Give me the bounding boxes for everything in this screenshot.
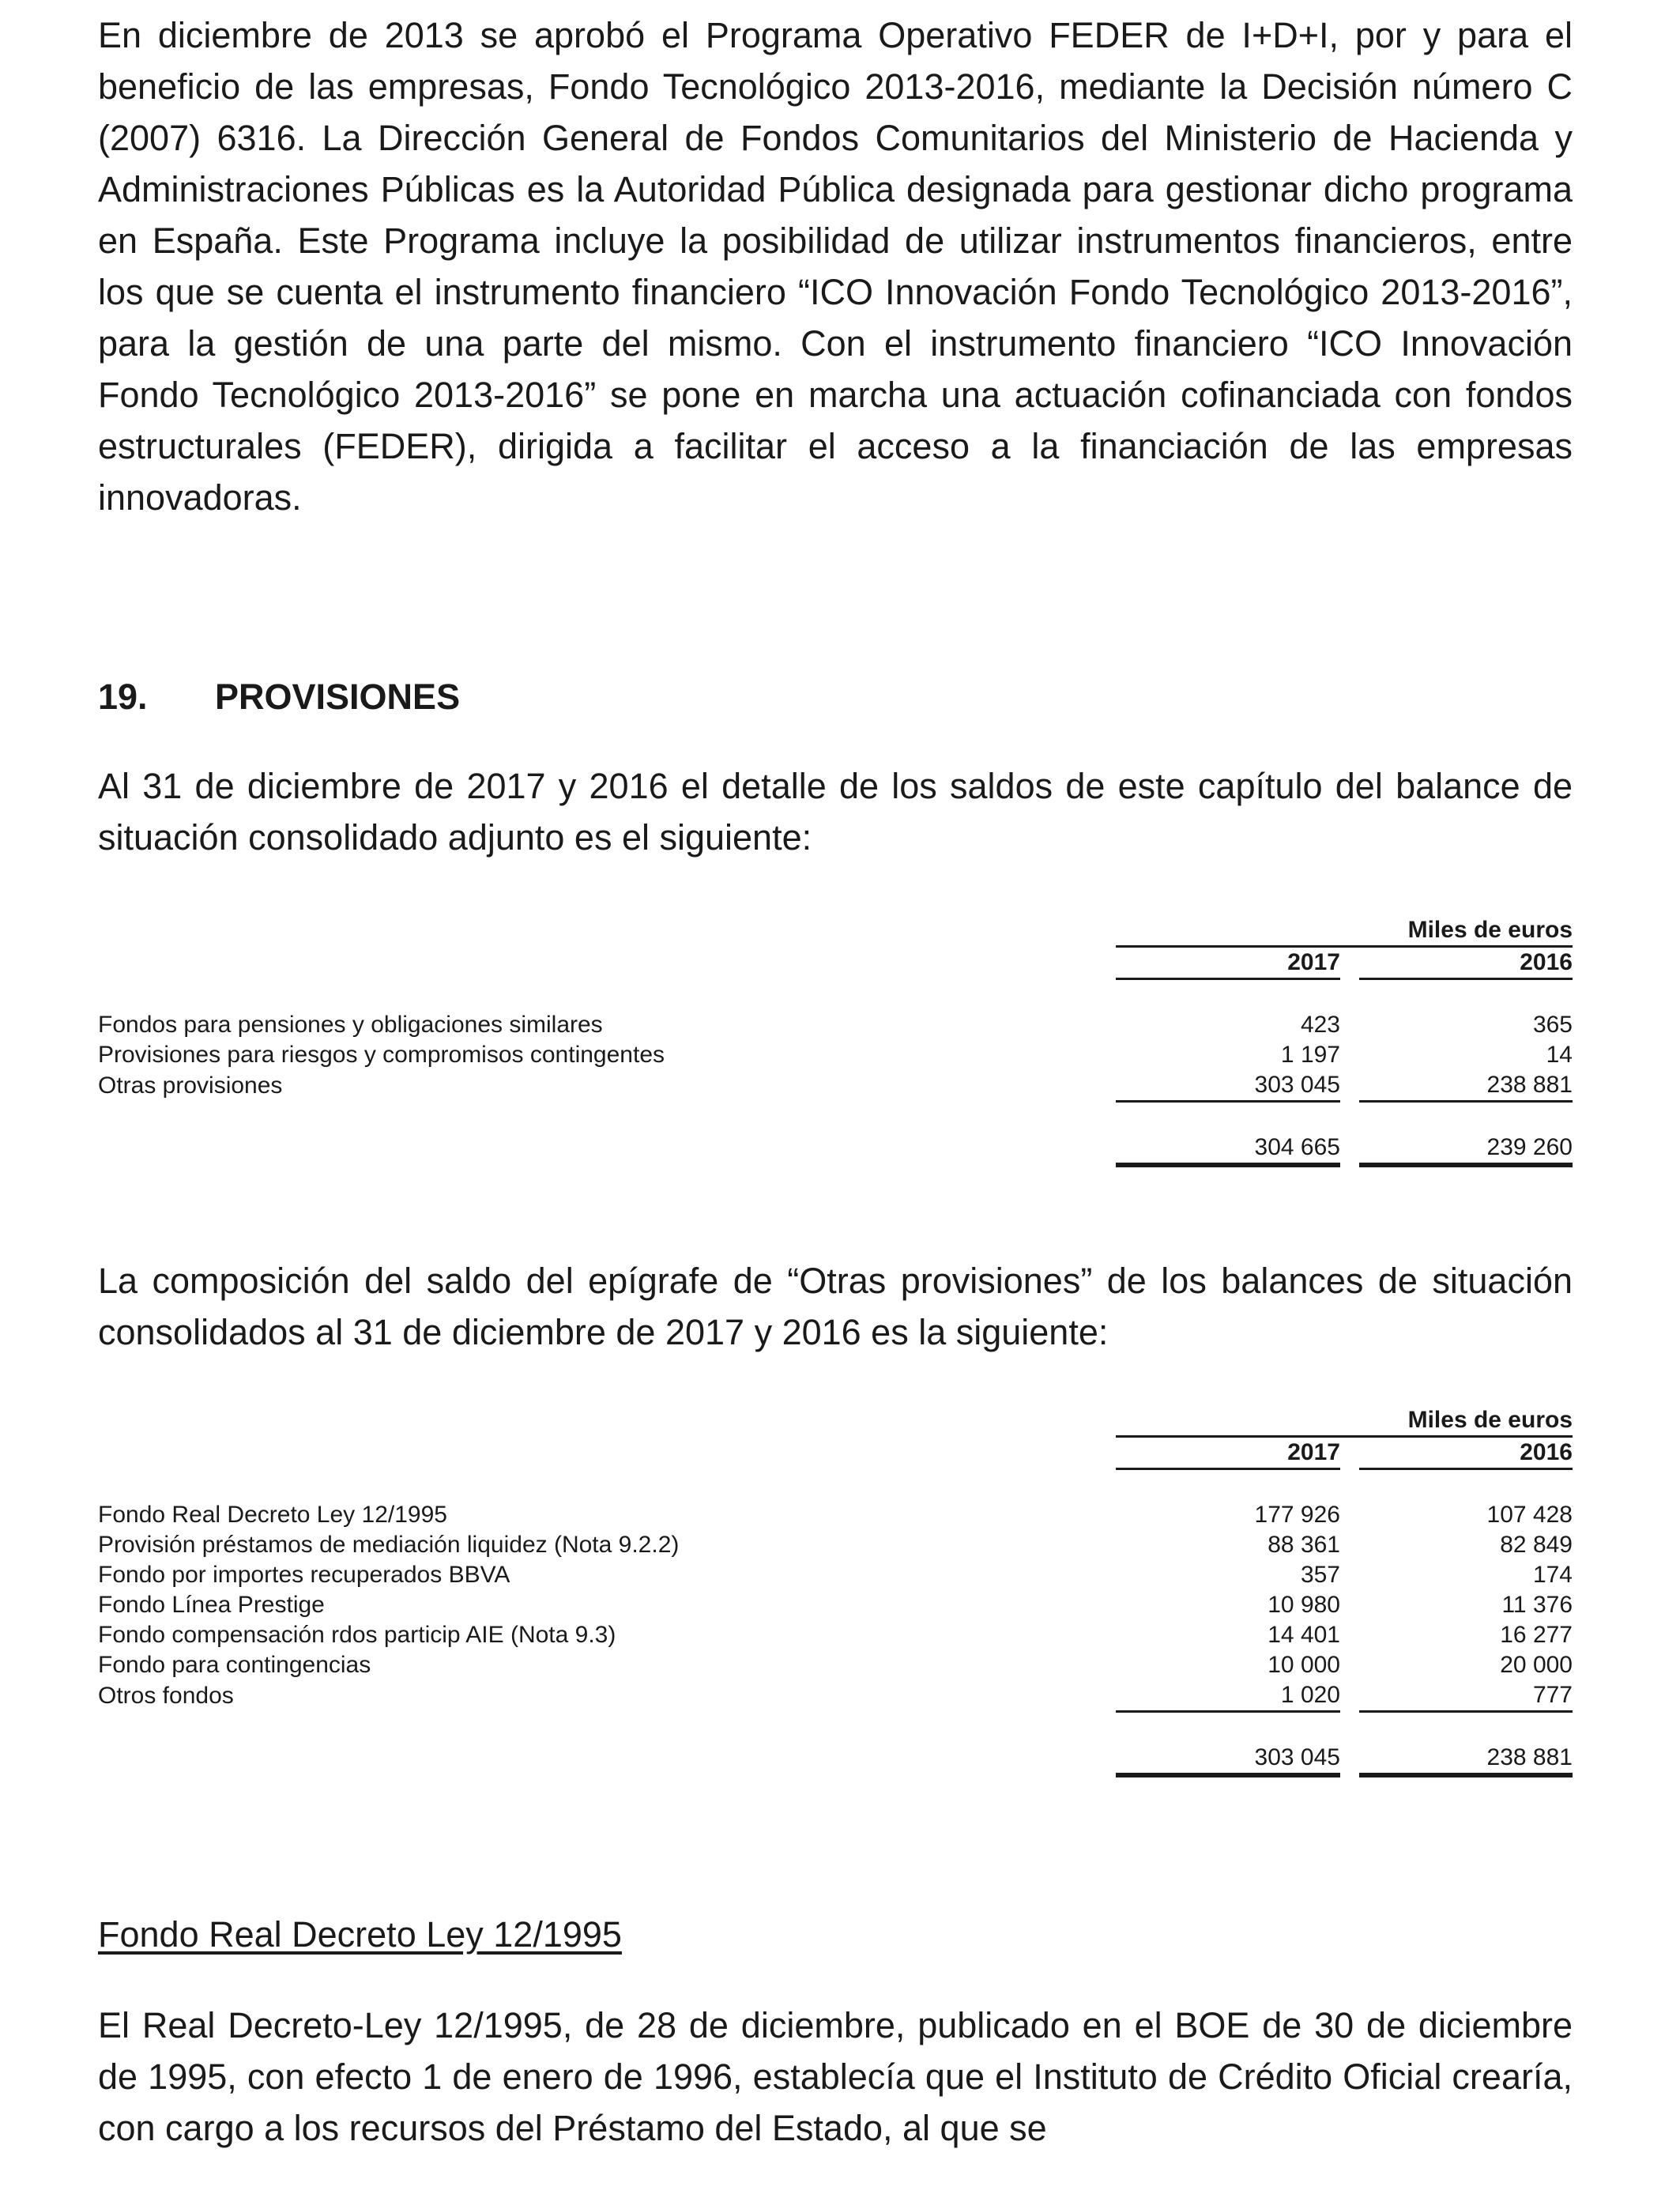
col-header-2017: 2017 [1116, 947, 1340, 979]
row-label: Fondo para contingencias [98, 1652, 371, 1678]
fondo-paragraph: El Real Decreto-Ley 12/1995, de 28 de diciembre, publicado en el BOE de 30 de diciembre de 1995, con efecto 1 de enero de 1996, establecía que el Instituto de Crédito Oficial crearía, con cargo a los recursos del Préstamo del Estado, al que se [98, 2005, 1573, 2148]
table-row [98, 1040, 1573, 1070]
row-value-2017: 357 [1300, 1562, 1340, 1588]
row-value-2017: 10 000 [1268, 1652, 1340, 1678]
row-value-2017: 14 401 [1268, 1622, 1340, 1648]
total-2017: 303 045 [1116, 1743, 1340, 1775]
table-row [98, 1530, 1573, 1560]
table-row [98, 1560, 1573, 1590]
row-value-2016: 238 881 [1359, 1070, 1573, 1102]
row-label: Fondo Real Decreto Ley 12/1995 [98, 1502, 447, 1528]
table-row [98, 1590, 1573, 1620]
row-value-2017: 1 020 [1116, 1680, 1340, 1712]
row-value-2016: 174 [1532, 1562, 1573, 1588]
intro-paragraph: En diciembre de 2013 se aprobó el Programa Operativo FEDER de I+D+I, por y para el beneficio de las empresas, Fondo Tecnológico 2013-2016, mediante la Decisión número C (2007) 6316. La Dirección General de Fondos Comunitarios del Ministerio de Hacienda y Administraciones Públicas es la Autoridad Pública designada para gestionar dicho programa en España. Este Programa incluye la posibilidad de utilizar instrumentos financieros, entre los que se cuenta el instrumento financiero “ICO Innovación Fondo Tecnológico 2013-2016”, para la gestión de una parte del mismo. Con el instrumento financiero “ICO Innovación Fondo Tecnológico 2013-2016” se pone en marcha una actuación cofinanciada con fondos estructurales (FEDER), dirigida a facilitar el acceso a la financiación de las empresas innovadoras. [98, 15, 1573, 518]
row-value-2016: 14 [1546, 1042, 1573, 1068]
section-number: 19. [98, 677, 148, 717]
other-provisions-table [98, 1405, 1573, 1777]
row-label: Fondo compensación rdos particip AIE (Nota 9.3) [98, 1622, 616, 1648]
table-total-row [98, 1133, 1573, 1165]
col-header-2017: 2017 [1116, 1437, 1340, 1469]
row-label: Otros fondos [98, 1682, 234, 1709]
total-2017: 304 665 [1116, 1133, 1340, 1165]
table-year-header-row [98, 947, 1573, 979]
row-label: Fondo Línea Prestige [98, 1592, 325, 1618]
total-2016: 239 260 [1359, 1133, 1573, 1165]
table-year-header-row [98, 1437, 1573, 1469]
table-row [98, 1620, 1573, 1650]
table-unit-header-row [98, 1405, 1573, 1437]
row-label: Provisiones para riesgos y compromisos contingentes [98, 1042, 665, 1068]
row-value-2016: 777 [1359, 1680, 1573, 1712]
row-value-2016: 20 000 [1500, 1652, 1573, 1678]
row-value-2016: 16 277 [1500, 1622, 1573, 1648]
section-heading [98, 673, 460, 721]
table-row [98, 1680, 1573, 1712]
row-label: Otras provisiones [98, 1072, 283, 1099]
row-value-2017: 88 361 [1268, 1532, 1340, 1558]
row-value-2017: 423 [1300, 1012, 1340, 1038]
row-value-2017: 177 926 [1254, 1502, 1340, 1528]
row-value-2017: 303 045 [1116, 1070, 1340, 1102]
other-provisions-paragraph: La composición del saldo del epígrafe de “Otras provisiones” de los balances de situación consolidados al 31 de diciembre de 2017 y 2016 es la siguiente: [98, 1261, 1573, 1352]
row-value-2016: 82 849 [1500, 1532, 1573, 1558]
table-row [98, 1010, 1573, 1040]
row-value-2016: 11 376 [1501, 1592, 1573, 1618]
row-value-2016: 107 428 [1486, 1502, 1573, 1528]
table-unit-header-row [98, 915, 1573, 947]
col-header-2016: 2016 [1359, 1437, 1573, 1469]
row-label: Provisión préstamos de mediación liquidez (Nota 9.2.2) [98, 1532, 680, 1558]
total-2016: 238 881 [1359, 1743, 1573, 1775]
unit-header: Miles de euros [1116, 915, 1573, 947]
provisions-table [98, 915, 1573, 1167]
col-header-2016: 2016 [1359, 947, 1573, 979]
row-label: Fondos para pensiones y obligaciones similares [98, 1012, 603, 1038]
row-value-2016: 365 [1532, 1012, 1573, 1038]
table-total-row [98, 1743, 1573, 1775]
row-value-2017: 10 980 [1268, 1592, 1340, 1618]
unit-header: Miles de euros [1116, 1405, 1573, 1437]
row-value-2017: 1 197 [1280, 1042, 1340, 1068]
fondo-subheading: Fondo Real Decreto Ley 12/1995 [98, 1914, 622, 1955]
provisions-intro-paragraph: Al 31 de diciembre de 2017 y 2016 el detalle de los saldos de este capítulo del balance de situación consolidado adjunto es el siguiente: [98, 766, 1573, 858]
table-row [98, 1650, 1573, 1680]
table-row [98, 1070, 1573, 1102]
table-row [98, 1500, 1573, 1530]
row-label: Fondo por importes recuperados BBVA [98, 1562, 510, 1588]
section-title: PROVISIONES [215, 677, 461, 717]
